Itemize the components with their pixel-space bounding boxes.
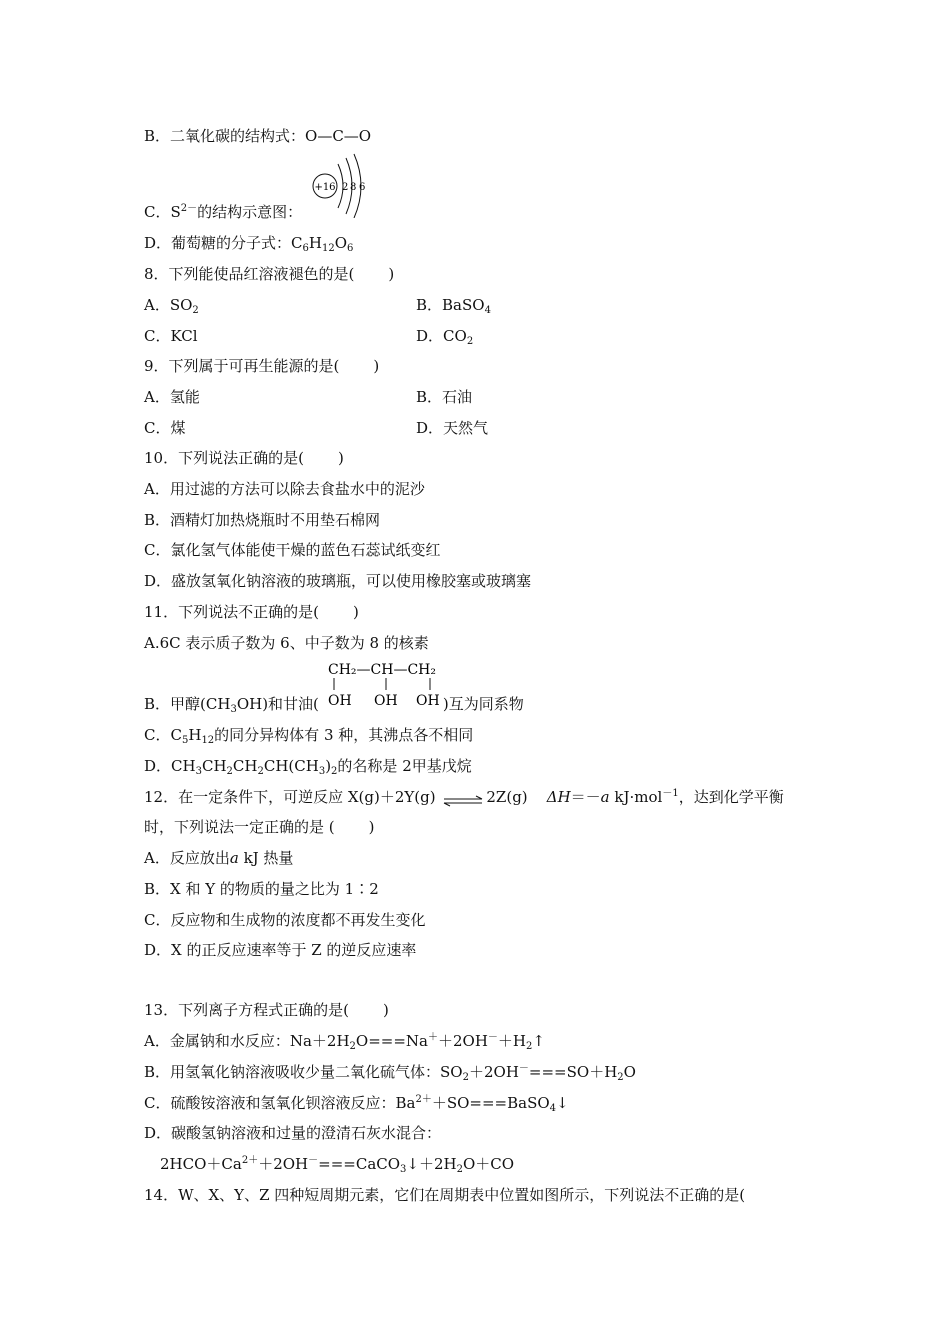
q13-stem: 13．下列离子方程式正确的是( ): [144, 1001, 389, 1019]
q9-option-b: B．石油: [416, 388, 473, 406]
q10-option-c: C．氯化氢气体能使干燥的蓝色石蕊试纸变红: [144, 541, 441, 559]
q13-option-d-equation: $2HCO+Ca^{2+}+2OH^-===CaCO_3↓+2H_2O+CO$: [160, 1155, 515, 1175]
q7-option-c: C．$S^{2-}$的结构示意图：: [144, 203, 303, 221]
reversible-arrow-icon: [442, 792, 484, 804]
q8-option-a: A．$SO_2$: [144, 296, 199, 316]
q8-option-d: D．$CO_2$: [416, 327, 474, 347]
hydroxyl-3: OH: [416, 693, 440, 709]
shell-1-electrons: 2: [342, 182, 349, 193]
q9-option-d: D．天然气: [416, 419, 489, 437]
q12-stem-line1: 12．在一定条件下，可逆反应 X(g)＋2Y(g) 2Z(g) ΔH＝－a kJ·mol$^{-1}$，达到化学平衡: [144, 788, 784, 806]
q9-option-c: C．煤: [144, 419, 186, 437]
q12-option-d: D．X 的正反应速率等于 Z 的逆反应速率: [144, 941, 417, 959]
q11-option-b: B．甲醇$(CH_3OH)$和甘油( )互为同系物: [144, 695, 524, 715]
q10-option-a: A．用过滤的方法可以除去食盐水中的泥沙: [144, 480, 425, 498]
q8-stem: 8．下列能使品红溶液褪色的是( ): [144, 265, 395, 283]
q8-option-c: C．KCl: [144, 327, 198, 345]
q10-option-d: D．盛放氢氧化钠溶液的玻璃瓶，可以使用橡胶塞或玻璃塞: [144, 572, 532, 590]
q11-option-a: A.6C 表示质子数为 6、中子数为 8 的核素: [144, 634, 429, 652]
q13-option-b: B．用氢氧化钠溶液吸收少量二氧化硫气体：$SO_2+2OH^-===SO+H_2O$: [144, 1063, 636, 1083]
q10-stem: 10．下列说法正确的是( ): [144, 449, 344, 467]
q9-option-a: A．氢能: [144, 388, 200, 406]
nucleus-charge: +16: [314, 182, 336, 193]
q11-option-c: C．$C_5H_{12}$的同分异构体有 3 种，其沸点各不相同: [144, 726, 474, 746]
q12-option-a: A．反应放出a kJ 热量: [144, 849, 294, 867]
shell-2-electrons: 8: [350, 182, 357, 193]
q12-option-b: B．X 和 Y 的物质的量之比为 1∶2: [144, 880, 379, 898]
q14-stem: 14．W、X、Y、Z 四种短周期元素，它们在周期表中位置如图所示，下列说法不正确的是(: [144, 1186, 746, 1204]
sulfide-ion-structure-diagram: [308, 150, 378, 222]
q12-stem-line2: 时，下列说法一定正确的是 ( ): [144, 818, 375, 836]
glycerol-backbone: CH₂—CH—CH₂: [328, 662, 436, 678]
q13-option-c: C．硫酸铵溶液和氢氧化钡溶液反应：$Ba^{2+}+SO===BaSO_4↓$: [144, 1094, 569, 1114]
q11-option-d: D．$CH_3CH_2CH_2CH(CH_3)_2$的名称是 2甲基戊烷: [144, 757, 472, 777]
hydroxyl-2: OH: [374, 693, 398, 709]
hydroxyl-1: OH: [328, 693, 352, 709]
q10-option-b: B．酒精灯加热烧瓶时不用垫石棉网: [144, 511, 381, 529]
q8-option-b: B．BaSO$_4$: [416, 296, 491, 316]
q13-option-d: D．碳酸氢钠溶液和过量的澄清石灰水混合：: [144, 1124, 442, 1142]
q7-option-d: D．葡萄糖的分子式：$C_6H_{12}O_6$: [144, 234, 354, 254]
q9-stem: 9．下列属于可再生能源的是( ): [144, 357, 380, 375]
shell-3-electrons: 6: [359, 182, 366, 193]
q12-option-c: C．反应物和生成物的浓度都不再发生变化: [144, 911, 426, 929]
q13-option-a: A．金属钠和水反应：$Na+2H_2O===Na^++2OH^-+H_2↑$: [144, 1032, 545, 1052]
q11-stem: 11．下列说法不正确的是( ): [144, 603, 359, 621]
q7-option-b: B．二氧化碳的结构式：O—C—O: [144, 127, 372, 145]
